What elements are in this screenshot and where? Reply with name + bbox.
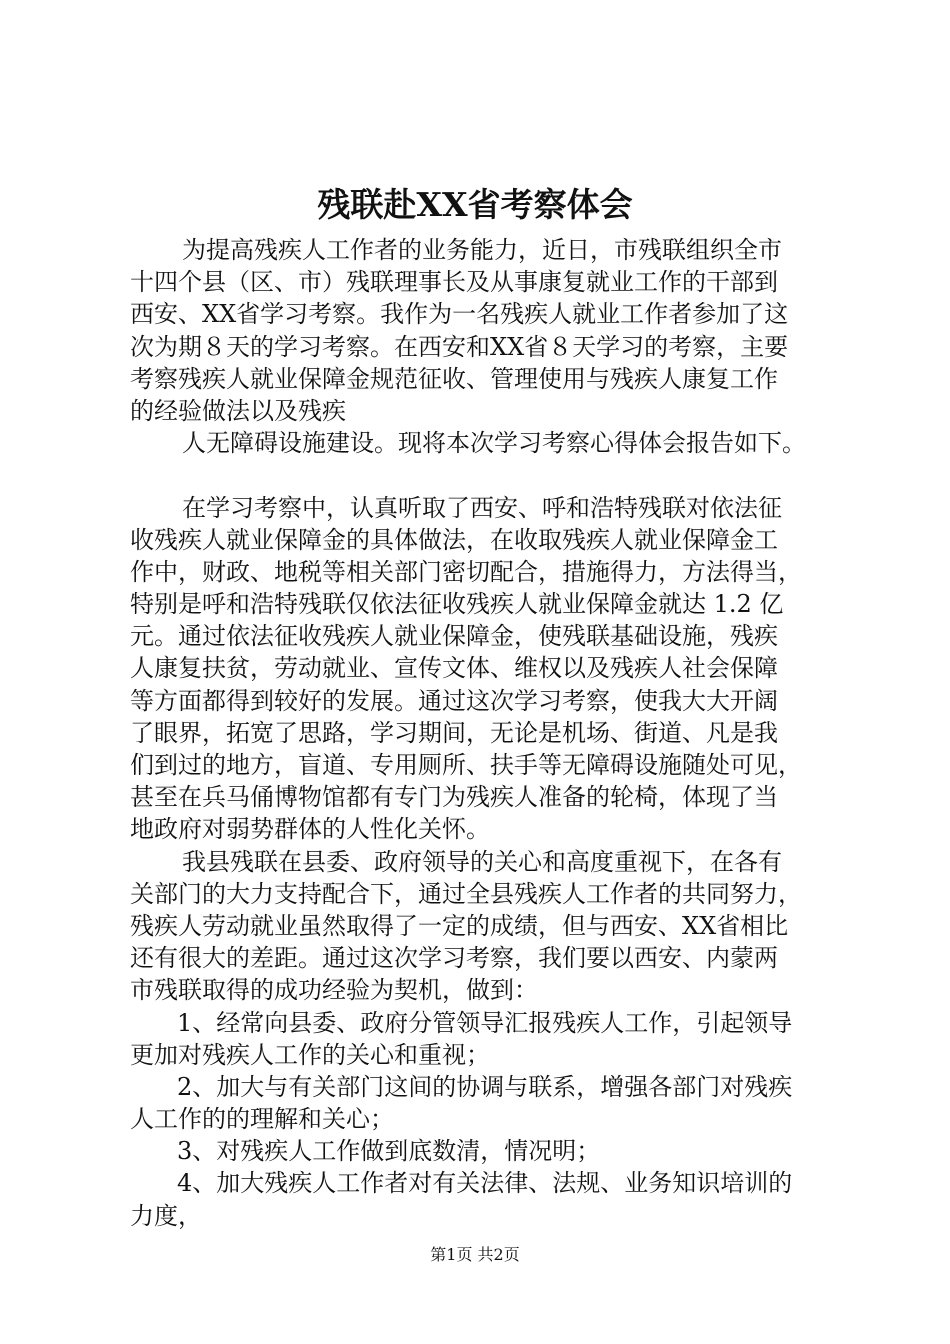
list-item-line: 1、经常向县委、政府分管领导汇报残疾人工作，引起领导 bbox=[177, 1008, 793, 1037]
text-line: 十四个县（区、市）残联理事长及从事康复就业工作的干部到 bbox=[130, 268, 778, 297]
text-line: 元。通过依法征收残疾人就业保障金，使残联基础设施，残疾 bbox=[130, 622, 778, 651]
page-footer: 第1页 共2页 bbox=[430, 1245, 520, 1264]
text-line: 关部门的大力支持配合下，通过全县残疾人工作者的共同努力， bbox=[130, 879, 802, 908]
text-line: 特别是呼和浩特残联仅依法征收残疾人就业保障金就达 1.2 亿 bbox=[130, 590, 784, 619]
text-line: 市残联取得的成功经验为契机，做到： bbox=[130, 976, 538, 1005]
text-line: 等方面都得到较好的发展。通过这次学习考察，使我大大开阔 bbox=[130, 686, 778, 715]
text-line: 甚至在兵马俑博物馆都有专门为残疾人准备的轮椅，体现了当 bbox=[130, 783, 778, 812]
text-line: 次为期８天的学习考察。在西安和XX省８天学习的考察，主要 bbox=[130, 332, 789, 361]
list-item-line: 2、加大与有关部门这间的协调与联系，增强各部门对残疾 bbox=[177, 1072, 793, 1101]
text-line: 人康复扶贫，劳动就业、宣传文体、维权以及残疾人社会保障 bbox=[130, 654, 778, 683]
text-line: 人无障碍设施建设。现将本次学习考察心得体会报告如下。 bbox=[182, 429, 806, 458]
paragraph-spacer bbox=[130, 459, 834, 491]
text-line: 我县残联在县委、政府领导的关心和高度重视下，在各有 bbox=[182, 847, 782, 876]
list-item-line: 4、加大残疾人工作者对有关法律、法规、业务知识培训的 bbox=[177, 1169, 793, 1198]
text-line: 为提高残疾人工作者的业务能力，近日，市残联组织全市 bbox=[182, 236, 782, 264]
text-line: 西安、XX省学习考察。我作为一名残疾人就业工作者参加了这 bbox=[130, 300, 789, 329]
text-line: 们到过的地方，盲道、专用厕所、扶手等无障碍设施随处可见， bbox=[130, 751, 802, 779]
text-line: 地政府对弱势群体的人性化关怀。 bbox=[130, 815, 490, 844]
list-item-line: 力度， bbox=[130, 1201, 202, 1230]
text-line: 了眼界，拓宽了思路，学习期间，无论是机场、街道、凡是我 bbox=[130, 718, 778, 747]
text-line: 作中，财政、地税等相关部门密切配合，措施得力，方法得当， bbox=[130, 557, 802, 586]
list-item-line: 更加对残疾人工作的关心和重视； bbox=[130, 1040, 490, 1069]
list-item-line: 人工作的的理解和关心； bbox=[130, 1105, 394, 1134]
document-body bbox=[130, 234, 834, 1232]
list-item-line: 3、对残疾人工作做到底数清，情况明； bbox=[177, 1137, 601, 1166]
text-line: 考察残疾人就业保障金规范征收、管理使用与残疾人康复工作 bbox=[130, 364, 778, 393]
text-line: 收残疾人就业保障金的具体做法，在收取残疾人就业保障金工 bbox=[130, 525, 778, 554]
text-line: 的经验做法以及残疾 bbox=[130, 396, 346, 425]
text-line: 残疾人劳动就业虽然取得了一定的成绩，但与西安、XX省相比 bbox=[130, 911, 789, 940]
text-line: 还有很大的差距。通过这次学习考察，我们要以西安、内蒙两 bbox=[130, 944, 778, 973]
document-title: 残联赴XX省考察体会 bbox=[317, 185, 633, 224]
text-line: 在学习考察中，认真听取了西安、呼和浩特残联对依法征 bbox=[182, 493, 782, 522]
